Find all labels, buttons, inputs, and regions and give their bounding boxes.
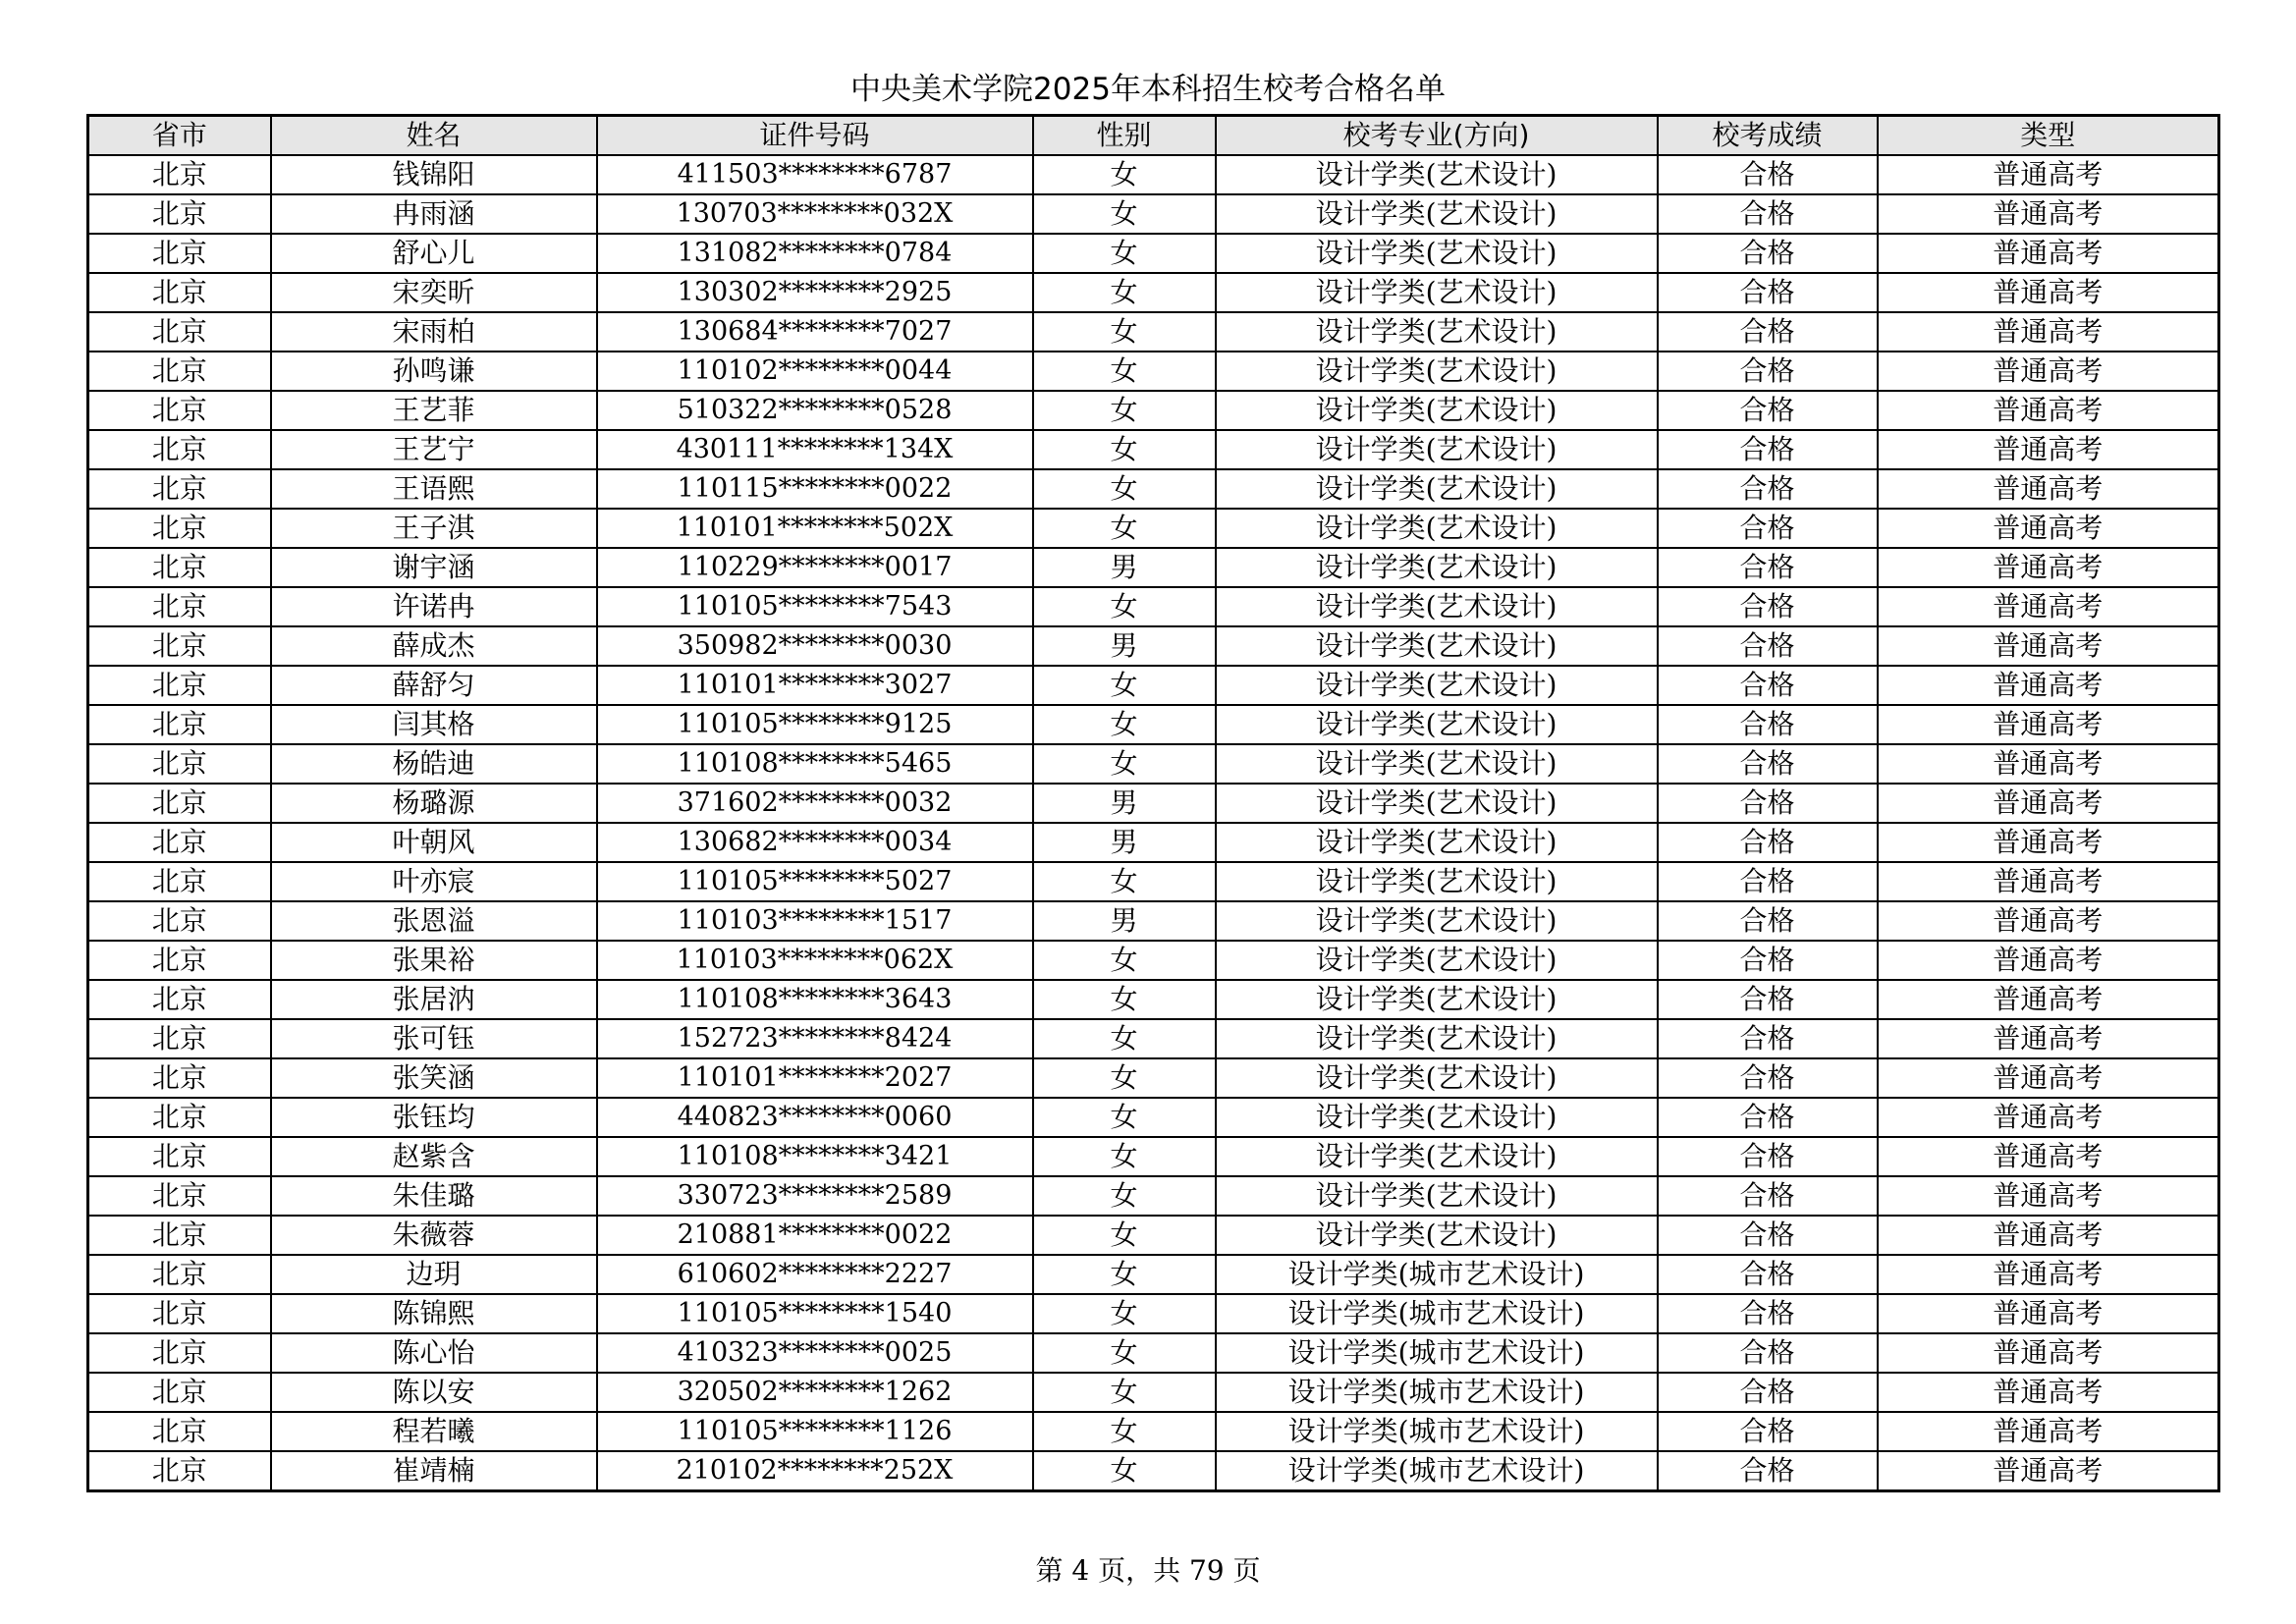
table-row — [88, 1216, 2219, 1255]
name-cell: 陈锦熙 — [271, 1294, 597, 1333]
province-cell: 北京 — [88, 744, 271, 784]
table-row — [88, 234, 2219, 273]
name-cell: 宋雨柏 — [271, 312, 597, 352]
id-number-cell: 510322********0528 — [597, 391, 1033, 430]
id-number-cell: 110115********0022 — [597, 469, 1033, 509]
province-cell: 北京 — [88, 980, 271, 1019]
id-number-cell: 152723********8424 — [597, 1019, 1033, 1058]
result-cell: 合格 — [1658, 1333, 1878, 1373]
gender-cell: 女 — [1033, 862, 1216, 901]
province-cell: 北京 — [88, 234, 271, 273]
table-row — [88, 509, 2219, 548]
major-cell: 设计学类(艺术设计) — [1216, 312, 1658, 352]
gender-cell: 女 — [1033, 980, 1216, 1019]
major-cell: 设计学类(艺术设计) — [1216, 626, 1658, 666]
name-cell: 孙鸣谦 — [271, 352, 597, 391]
table-row — [88, 901, 2219, 941]
name-cell: 薛舒匀 — [271, 666, 597, 705]
id-number-cell: 130684********7027 — [597, 312, 1033, 352]
table-row — [88, 941, 2219, 980]
gender-cell: 女 — [1033, 1333, 1216, 1373]
province-cell: 北京 — [88, 941, 271, 980]
province-cell: 北京 — [88, 1176, 271, 1216]
type-cell: 普通高考 — [1878, 901, 2219, 941]
gender-cell: 女 — [1033, 1451, 1216, 1491]
province-cell: 北京 — [88, 626, 271, 666]
major-cell: 设计学类(艺术设计) — [1216, 784, 1658, 823]
gender-cell: 女 — [1033, 1176, 1216, 1216]
admission-list-table — [86, 114, 2220, 1492]
gender-cell: 女 — [1033, 312, 1216, 352]
id-number-cell: 110101********2027 — [597, 1058, 1033, 1098]
major-cell: 设计学类(艺术设计) — [1216, 1058, 1658, 1098]
type-cell: 普通高考 — [1878, 823, 2219, 862]
result-cell: 合格 — [1658, 823, 1878, 862]
province-cell: 北京 — [88, 1333, 271, 1373]
major-cell: 设计学类(艺术设计) — [1216, 1098, 1658, 1137]
table-row — [88, 1176, 2219, 1216]
result-cell: 合格 — [1658, 901, 1878, 941]
type-cell: 普通高考 — [1878, 1176, 2219, 1216]
major-cell: 设计学类(艺术设计) — [1216, 509, 1658, 548]
id-number-cell: 110108********5465 — [597, 744, 1033, 784]
result-cell: 合格 — [1658, 626, 1878, 666]
type-cell: 普通高考 — [1878, 1098, 2219, 1137]
province-cell: 北京 — [88, 1098, 271, 1137]
id-number-cell: 350982********0030 — [597, 626, 1033, 666]
type-cell: 普通高考 — [1878, 430, 2219, 469]
gender-cell: 女 — [1033, 234, 1216, 273]
name-cell: 王艺菲 — [271, 391, 597, 430]
result-cell: 合格 — [1658, 1255, 1878, 1294]
province-cell: 北京 — [88, 587, 271, 626]
type-cell: 普通高考 — [1878, 587, 2219, 626]
header-province: 省市 — [88, 116, 271, 156]
result-cell: 合格 — [1658, 666, 1878, 705]
result-cell: 合格 — [1658, 1019, 1878, 1058]
id-number-cell: 411503********6787 — [597, 155, 1033, 194]
gender-cell: 女 — [1033, 941, 1216, 980]
result-cell: 合格 — [1658, 352, 1878, 391]
major-cell: 设计学类(城市艺术设计) — [1216, 1373, 1658, 1412]
type-cell: 普通高考 — [1878, 312, 2219, 352]
table-row — [88, 784, 2219, 823]
id-number-cell: 110105********9125 — [597, 705, 1033, 744]
name-cell: 赵紫含 — [271, 1137, 597, 1176]
name-cell: 张可钰 — [271, 1019, 597, 1058]
page-footer: 第 4 页，共 79 页 — [1035, 1554, 1261, 1587]
major-cell: 设计学类(艺术设计) — [1216, 1216, 1658, 1255]
gender-cell: 女 — [1033, 155, 1216, 194]
name-cell: 陈以安 — [271, 1373, 597, 1412]
name-cell: 王语熙 — [271, 469, 597, 509]
province-cell: 北京 — [88, 273, 271, 312]
table-row — [88, 391, 2219, 430]
gender-cell: 女 — [1033, 352, 1216, 391]
table-row — [88, 980, 2219, 1019]
type-cell: 普通高考 — [1878, 1216, 2219, 1255]
result-cell: 合格 — [1658, 1216, 1878, 1255]
name-cell: 冉雨涵 — [271, 194, 597, 234]
name-cell: 钱锦阳 — [271, 155, 597, 194]
major-cell: 设计学类(艺术设计) — [1216, 273, 1658, 312]
id-number-cell: 110108********3421 — [597, 1137, 1033, 1176]
id-number-cell: 130302********2925 — [597, 273, 1033, 312]
result-cell: 合格 — [1658, 705, 1878, 744]
major-cell: 设计学类(艺术设计) — [1216, 469, 1658, 509]
result-cell: 合格 — [1658, 312, 1878, 352]
province-cell: 北京 — [88, 1373, 271, 1412]
table-row — [88, 194, 2219, 234]
province-cell: 北京 — [88, 784, 271, 823]
type-cell: 普通高考 — [1878, 1058, 2219, 1098]
result-cell: 合格 — [1658, 784, 1878, 823]
name-cell: 谢宇涵 — [271, 548, 597, 587]
table-row — [88, 626, 2219, 666]
major-cell: 设计学类(艺术设计) — [1216, 980, 1658, 1019]
type-cell: 普通高考 — [1878, 744, 2219, 784]
header-gender: 性别 — [1033, 116, 1216, 156]
name-cell: 张笑涵 — [271, 1058, 597, 1098]
table-row — [88, 862, 2219, 901]
result-cell: 合格 — [1658, 1294, 1878, 1333]
header-result: 校考成绩 — [1658, 116, 1878, 156]
province-cell: 北京 — [88, 509, 271, 548]
id-number-cell: 320502********1262 — [597, 1373, 1033, 1412]
major-cell: 设计学类(城市艺术设计) — [1216, 1412, 1658, 1451]
id-number-cell: 110105********5027 — [597, 862, 1033, 901]
table-row — [88, 1137, 2219, 1176]
result-cell: 合格 — [1658, 1098, 1878, 1137]
id-number-cell: 430111********134X — [597, 430, 1033, 469]
gender-cell: 女 — [1033, 744, 1216, 784]
province-cell: 北京 — [88, 1019, 271, 1058]
name-cell: 宋奕昕 — [271, 273, 597, 312]
result-cell: 合格 — [1658, 548, 1878, 587]
result-cell: 合格 — [1658, 194, 1878, 234]
result-cell: 合格 — [1658, 469, 1878, 509]
table-row — [88, 352, 2219, 391]
name-cell: 张恩溢 — [271, 901, 597, 941]
gender-cell: 女 — [1033, 194, 1216, 234]
id-number-cell: 110105********1540 — [597, 1294, 1033, 1333]
type-cell: 普通高考 — [1878, 391, 2219, 430]
type-cell: 普通高考 — [1878, 1373, 2219, 1412]
gender-cell: 女 — [1033, 1373, 1216, 1412]
major-cell: 设计学类(艺术设计) — [1216, 548, 1658, 587]
gender-cell: 男 — [1033, 626, 1216, 666]
id-number-cell: 130703********032X — [597, 194, 1033, 234]
id-number-cell: 610602********2227 — [597, 1255, 1033, 1294]
province-cell: 北京 — [88, 430, 271, 469]
major-cell: 设计学类(艺术设计) — [1216, 941, 1658, 980]
type-cell: 普通高考 — [1878, 1451, 2219, 1491]
major-cell: 设计学类(城市艺术设计) — [1216, 1255, 1658, 1294]
gender-cell: 女 — [1033, 430, 1216, 469]
type-cell: 普通高考 — [1878, 352, 2219, 391]
name-cell: 叶亦宸 — [271, 862, 597, 901]
name-cell: 张居汭 — [271, 980, 597, 1019]
result-cell: 合格 — [1658, 941, 1878, 980]
major-cell: 设计学类(艺术设计) — [1216, 391, 1658, 430]
table-row — [88, 1373, 2219, 1412]
name-cell: 薛成杰 — [271, 626, 597, 666]
name-cell: 杨璐源 — [271, 784, 597, 823]
id-number-cell: 330723********2589 — [597, 1176, 1033, 1216]
id-number-cell: 371602********0032 — [597, 784, 1033, 823]
name-cell: 许诺冉 — [271, 587, 597, 626]
province-cell: 北京 — [88, 391, 271, 430]
major-cell: 设计学类(艺术设计) — [1216, 705, 1658, 744]
major-cell: 设计学类(艺术设计) — [1216, 823, 1658, 862]
name-cell: 王艺宁 — [271, 430, 597, 469]
table-row — [88, 1098, 2219, 1137]
gender-cell: 女 — [1033, 1058, 1216, 1098]
gender-cell: 女 — [1033, 587, 1216, 626]
id-number-cell: 110102********0044 — [597, 352, 1033, 391]
result-cell: 合格 — [1658, 234, 1878, 273]
type-cell: 普通高考 — [1878, 234, 2219, 273]
name-cell: 崔靖楠 — [271, 1451, 597, 1491]
name-cell: 叶朝风 — [271, 823, 597, 862]
table-row — [88, 705, 2219, 744]
name-cell: 闫其格 — [271, 705, 597, 744]
gender-cell: 女 — [1033, 1294, 1216, 1333]
type-cell: 普通高考 — [1878, 941, 2219, 980]
type-cell: 普通高考 — [1878, 509, 2219, 548]
gender-cell: 女 — [1033, 666, 1216, 705]
type-cell: 普通高考 — [1878, 548, 2219, 587]
type-cell: 普通高考 — [1878, 666, 2219, 705]
document-title: 中央美术学院2025年本科招生校考合格名单 — [850, 72, 1446, 107]
major-cell: 设计学类(艺术设计) — [1216, 430, 1658, 469]
gender-cell: 男 — [1033, 901, 1216, 941]
table-row — [88, 744, 2219, 784]
table-row — [88, 1058, 2219, 1098]
header-name: 姓名 — [271, 116, 597, 156]
type-cell: 普通高考 — [1878, 626, 2219, 666]
province-cell: 北京 — [88, 548, 271, 587]
name-cell: 舒心儿 — [271, 234, 597, 273]
table-row — [88, 430, 2219, 469]
type-cell: 普通高考 — [1878, 1019, 2219, 1058]
province-cell: 北京 — [88, 1294, 271, 1333]
id-number-cell: 110103********1517 — [597, 901, 1033, 941]
table-row — [88, 1451, 2219, 1491]
table-row — [88, 155, 2219, 194]
province-cell: 北京 — [88, 823, 271, 862]
name-cell: 边玥 — [271, 1255, 597, 1294]
table-row — [88, 273, 2219, 312]
name-cell: 张钰均 — [271, 1098, 597, 1137]
result-cell: 合格 — [1658, 273, 1878, 312]
result-cell: 合格 — [1658, 1058, 1878, 1098]
major-cell: 设计学类(艺术设计) — [1216, 862, 1658, 901]
id-number-cell: 110229********0017 — [597, 548, 1033, 587]
id-number-cell: 110103********062X — [597, 941, 1033, 980]
major-cell: 设计学类(艺术设计) — [1216, 234, 1658, 273]
major-cell: 设计学类(艺术设计) — [1216, 194, 1658, 234]
type-cell: 普通高考 — [1878, 784, 2219, 823]
result-cell: 合格 — [1658, 744, 1878, 784]
table-row — [88, 666, 2219, 705]
name-cell: 张果裕 — [271, 941, 597, 980]
province-cell: 北京 — [88, 352, 271, 391]
type-cell: 普通高考 — [1878, 1137, 2219, 1176]
type-cell: 普通高考 — [1878, 273, 2219, 312]
gender-cell: 女 — [1033, 1255, 1216, 1294]
table-row — [88, 312, 2219, 352]
table-row — [88, 1255, 2219, 1294]
gender-cell: 女 — [1033, 469, 1216, 509]
type-cell: 普通高考 — [1878, 469, 2219, 509]
type-cell: 普通高考 — [1878, 1333, 2219, 1373]
result-cell: 合格 — [1658, 1373, 1878, 1412]
result-cell: 合格 — [1658, 1451, 1878, 1491]
province-cell: 北京 — [88, 901, 271, 941]
table-row — [88, 1019, 2219, 1058]
type-cell: 普通高考 — [1878, 980, 2219, 1019]
table-row — [88, 1333, 2219, 1373]
type-cell: 普通高考 — [1878, 155, 2219, 194]
type-cell: 普通高考 — [1878, 1294, 2219, 1333]
province-cell: 北京 — [88, 1412, 271, 1451]
gender-cell: 女 — [1033, 1098, 1216, 1137]
table-row — [88, 548, 2219, 587]
gender-cell: 男 — [1033, 823, 1216, 862]
major-cell: 设计学类(艺术设计) — [1216, 666, 1658, 705]
major-cell: 设计学类(艺术设计) — [1216, 155, 1658, 194]
type-cell: 普通高考 — [1878, 862, 2219, 901]
type-cell: 普通高考 — [1878, 194, 2219, 234]
name-cell: 陈心怡 — [271, 1333, 597, 1373]
province-cell: 北京 — [88, 666, 271, 705]
result-cell: 合格 — [1658, 1412, 1878, 1451]
id-number-cell: 210881********0022 — [597, 1216, 1033, 1255]
name-cell: 王子淇 — [271, 509, 597, 548]
header-type: 类型 — [1878, 116, 2219, 156]
gender-cell: 女 — [1033, 273, 1216, 312]
id-number-cell: 130682********0034 — [597, 823, 1033, 862]
gender-cell: 女 — [1033, 705, 1216, 744]
type-cell: 普通高考 — [1878, 1255, 2219, 1294]
id-number-cell: 131082********0784 — [597, 234, 1033, 273]
province-cell: 北京 — [88, 194, 271, 234]
major-cell: 设计学类(艺术设计) — [1216, 1176, 1658, 1216]
name-cell: 朱佳璐 — [271, 1176, 597, 1216]
header-major: 校考专业(方向) — [1216, 116, 1658, 156]
gender-cell: 女 — [1033, 391, 1216, 430]
province-cell: 北京 — [88, 705, 271, 744]
type-cell: 普通高考 — [1878, 1412, 2219, 1451]
province-cell: 北京 — [88, 1255, 271, 1294]
result-cell: 合格 — [1658, 980, 1878, 1019]
gender-cell: 女 — [1033, 1216, 1216, 1255]
major-cell: 设计学类(艺术设计) — [1216, 744, 1658, 784]
province-cell: 北京 — [88, 1216, 271, 1255]
id-number-cell: 410323********0025 — [597, 1333, 1033, 1373]
header-id-number: 证件号码 — [597, 116, 1033, 156]
gender-cell: 男 — [1033, 548, 1216, 587]
id-number-cell: 110105********1126 — [597, 1412, 1033, 1451]
table-header-row — [88, 116, 2219, 156]
result-cell: 合格 — [1658, 155, 1878, 194]
type-cell: 普通高考 — [1878, 705, 2219, 744]
major-cell: 设计学类(艺术设计) — [1216, 901, 1658, 941]
province-cell: 北京 — [88, 1137, 271, 1176]
gender-cell: 女 — [1033, 1019, 1216, 1058]
gender-cell: 女 — [1033, 1137, 1216, 1176]
table-row — [88, 1412, 2219, 1451]
province-cell: 北京 — [88, 1058, 271, 1098]
result-cell: 合格 — [1658, 587, 1878, 626]
major-cell: 设计学类(艺术设计) — [1216, 1019, 1658, 1058]
major-cell: 设计学类(艺术设计) — [1216, 1137, 1658, 1176]
id-number-cell: 210102********252X — [597, 1451, 1033, 1491]
province-cell: 北京 — [88, 312, 271, 352]
table-body — [88, 155, 2219, 1491]
result-cell: 合格 — [1658, 1176, 1878, 1216]
result-cell: 合格 — [1658, 509, 1878, 548]
province-cell: 北京 — [88, 1451, 271, 1491]
id-number-cell: 440823********0060 — [597, 1098, 1033, 1137]
id-number-cell: 110108********3643 — [597, 980, 1033, 1019]
table-row — [88, 587, 2219, 626]
gender-cell: 女 — [1033, 1412, 1216, 1451]
major-cell: 设计学类(艺术设计) — [1216, 587, 1658, 626]
result-cell: 合格 — [1658, 391, 1878, 430]
gender-cell: 男 — [1033, 784, 1216, 823]
id-number-cell: 110101********502X — [597, 509, 1033, 548]
major-cell: 设计学类(艺术设计) — [1216, 352, 1658, 391]
major-cell: 设计学类(城市艺术设计) — [1216, 1451, 1658, 1491]
name-cell: 程若曦 — [271, 1412, 597, 1451]
major-cell: 设计学类(城市艺术设计) — [1216, 1333, 1658, 1373]
province-cell: 北京 — [88, 155, 271, 194]
gender-cell: 女 — [1033, 509, 1216, 548]
id-number-cell: 110105********7543 — [597, 587, 1033, 626]
name-cell: 朱薇蓉 — [271, 1216, 597, 1255]
result-cell: 合格 — [1658, 430, 1878, 469]
name-cell: 杨皓迪 — [271, 744, 597, 784]
table-row — [88, 1294, 2219, 1333]
province-cell: 北京 — [88, 469, 271, 509]
result-cell: 合格 — [1658, 1137, 1878, 1176]
table-row — [88, 823, 2219, 862]
province-cell: 北京 — [88, 862, 271, 901]
major-cell: 设计学类(城市艺术设计) — [1216, 1294, 1658, 1333]
id-number-cell: 110101********3027 — [597, 666, 1033, 705]
result-cell: 合格 — [1658, 862, 1878, 901]
table-row — [88, 469, 2219, 509]
